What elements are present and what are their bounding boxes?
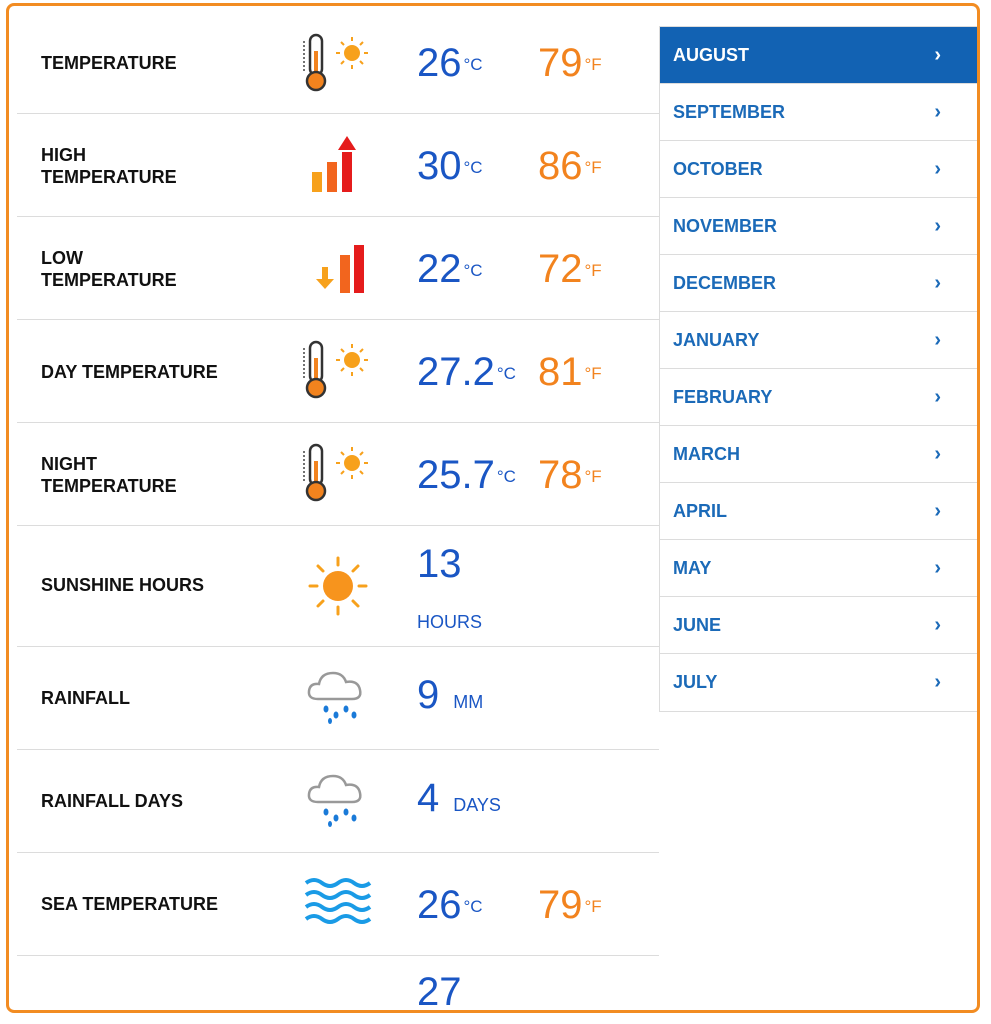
month-september[interactable] — [660, 84, 977, 141]
stat-row-high-temperature — [17, 114, 659, 217]
stat-row-low-temperature — [17, 217, 659, 320]
month-label: JANUARY — [673, 329, 760, 350]
month-label: MAY — [673, 557, 712, 578]
rain-cloud-icon — [302, 768, 372, 828]
chevron-right-icon: › — [934, 157, 941, 180]
stat-label: LOW TEMPERATURE — [41, 248, 177, 290]
stat-row-day-temperature — [17, 320, 659, 423]
chevron-right-icon: › — [934, 442, 941, 465]
month-label: JULY — [673, 672, 718, 692]
stat-row-temperature — [17, 11, 659, 114]
stat-label: TEMPERATURE — [41, 53, 177, 73]
month-label: AUGUST — [673, 44, 749, 65]
high-temperature-bars-icon — [302, 134, 372, 194]
fahrenheit-value: 81 $^{^\circ F}$ — [538, 350, 602, 394]
celsius-value: 26 $^{^\circ C}$ — [417, 41, 483, 85]
thermometer-sun-icon — [302, 443, 372, 503]
stat-row-sunshine-hours — [17, 526, 659, 647]
month-november[interactable] — [660, 198, 977, 255]
chevron-right-icon: › — [934, 214, 941, 237]
stat-row-sea-temperature — [17, 853, 659, 956]
chevron-right-icon: › — [934, 499, 941, 522]
waves-icon — [302, 875, 372, 935]
partial-value: 27 — [417, 970, 462, 1013]
month-label: OCTOBER — [673, 158, 763, 179]
chevron-right-icon: › — [934, 328, 941, 351]
celsius-value: 22 $^{^\circ C}$ — [417, 247, 483, 291]
chevron-right-icon: › — [934, 556, 941, 579]
month-august[interactable] — [660, 27, 977, 84]
month-label: SEPTEMBER — [673, 101, 786, 122]
celsius-value: 25.7 $^{^\circ C}$ — [417, 453, 516, 497]
stat-label: NIGHT TEMPERATURE — [41, 454, 177, 496]
stat-row-rainfall-days — [17, 750, 659, 853]
climate-stats — [17, 11, 659, 1013]
month-label: JUNE — [673, 614, 722, 635]
stat-label: DAY TEMPERATURE — [41, 362, 218, 382]
sunshine-unit: HOURS — [417, 612, 483, 632]
stat-row-partial — [17, 956, 659, 1013]
month-label: DECEMBER — [673, 272, 777, 293]
stat-row-rainfall — [17, 647, 659, 750]
month-december[interactable] — [660, 255, 977, 312]
stat-label: SUNSHINE HOURS — [41, 575, 205, 595]
rainfall-value: 9 MM — [417, 673, 484, 717]
thermometer-sun-icon — [302, 340, 372, 400]
stat-label: RAINFALL — [41, 688, 130, 708]
chevron-right-icon: › — [934, 385, 941, 408]
chevron-right-icon: › — [934, 671, 941, 693]
fahrenheit-value: 78 $^{^\circ F}$ — [538, 453, 602, 497]
sunshine-value: 13 — [417, 542, 462, 586]
stat-label: SEA TEMPERATURE — [41, 894, 219, 914]
fahrenheit-value: 72 $^{^\circ F}$ — [538, 247, 602, 291]
stat-label: RAINFALL DAYS — [41, 791, 184, 811]
climate-card — [6, 3, 980, 1013]
celsius-value: 26 $^{^\circ C}$ — [417, 883, 483, 927]
month-june[interactable] — [660, 597, 977, 654]
month-label: NOVEMBER — [673, 215, 778, 236]
celsius-value: 27.2 $^{^\circ C}$ — [417, 350, 516, 394]
chevron-right-icon: › — [934, 613, 941, 636]
chevron-right-icon: › — [934, 100, 941, 123]
month-february[interactable] — [660, 369, 977, 426]
celsius-value: 30 $^{^\circ C}$ — [417, 144, 483, 188]
month-january[interactable] — [660, 312, 977, 369]
month-list — [659, 26, 978, 712]
thermometer-sun-icon — [302, 33, 372, 93]
fahrenheit-value: 86 $^{^\circ F}$ — [538, 144, 602, 188]
chevron-right-icon: › — [934, 271, 941, 294]
month-may[interactable] — [660, 540, 977, 597]
low-temperature-bars-icon — [302, 237, 372, 297]
month-july[interactable] — [660, 654, 977, 711]
month-april[interactable] — [660, 483, 977, 540]
sun-icon — [302, 556, 372, 616]
rain-cloud-icon — [302, 665, 372, 725]
fahrenheit-value: 79 $^{^\circ F}$ — [538, 883, 602, 927]
chevron-right-icon: › — [934, 43, 941, 66]
month-label: FEBRUARY — [673, 386, 773, 407]
month-march[interactable] — [660, 426, 977, 483]
stat-label: HIGH TEMPERATURE — [41, 145, 177, 187]
month-october[interactable] — [660, 141, 977, 198]
month-label: APRIL — [673, 500, 727, 521]
stat-row-night-temperature — [17, 423, 659, 526]
rainfall-days-value: 4 DAYS — [417, 776, 501, 820]
month-label: MARCH — [673, 443, 740, 464]
fahrenheit-value: 79 $^{^\circ F}$ — [538, 41, 602, 85]
